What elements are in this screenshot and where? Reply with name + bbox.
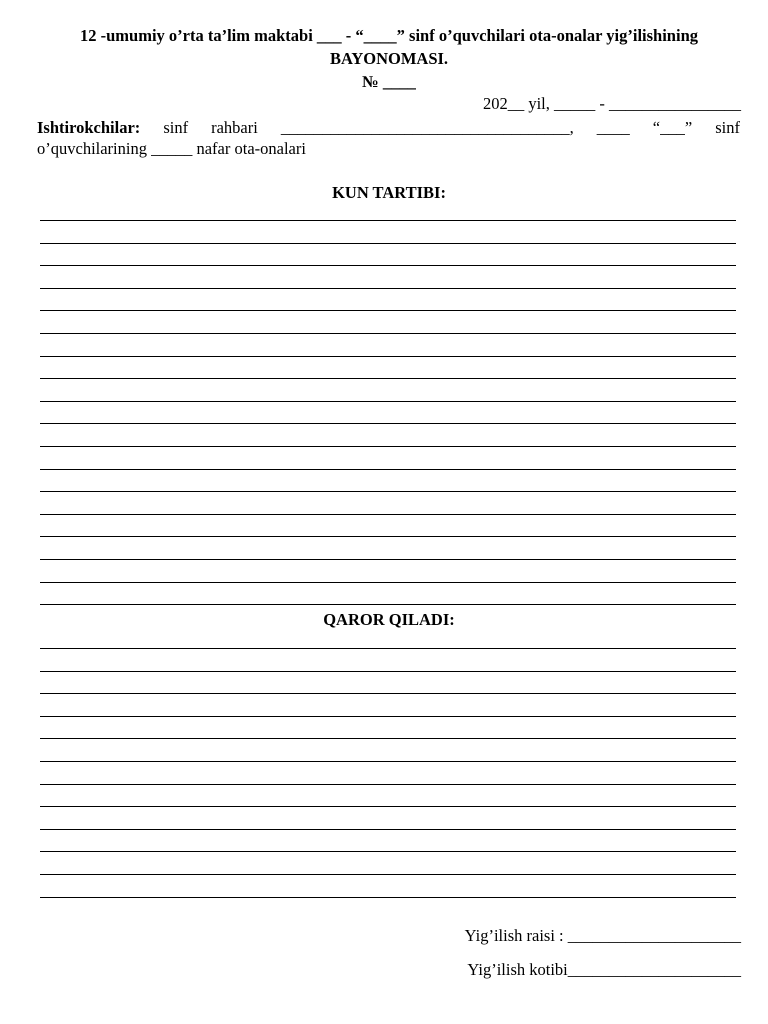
decision-writing-line [40, 693, 736, 694]
agenda-heading: KUN TARTIBI: [332, 183, 446, 202]
agenda-writing-line [40, 491, 736, 492]
agenda-writing-line [40, 514, 736, 515]
decision-writing-line [40, 648, 736, 649]
agenda-writing-line [40, 333, 736, 334]
decision-writing-line [40, 897, 736, 898]
agenda-writing-line [40, 265, 736, 266]
agenda-writing-line [40, 401, 736, 402]
agenda-writing-line [40, 356, 736, 357]
agenda-writing-line [40, 559, 736, 560]
document-number: № ____ [362, 72, 416, 91]
participants-label: Ishtirokchilar: [37, 118, 141, 137]
chair-signature-line: Yig’ilish raisi : _____________________ [464, 926, 741, 945]
agenda-writing-line [40, 243, 736, 244]
participants-line-1-text: sinf rahbari ___________________________________, ____ “___” sinf [140, 118, 740, 137]
agenda-writing-line [40, 378, 736, 379]
participants-line-2: o’quvchilarining _____ nafar ota-onalari [37, 139, 306, 158]
agenda-writing-line [40, 604, 736, 605]
decision-writing-line [40, 761, 736, 762]
participants-line-1 [37, 116, 740, 139]
decision-writing-line [40, 738, 736, 739]
secretary-signature-line: Yig’ilish kotibi_____________________ [467, 960, 741, 979]
agenda-writing-line [40, 423, 736, 424]
agenda-writing-line [40, 536, 736, 537]
agenda-writing-line [40, 446, 736, 447]
document-title-line-2: BAYONOMASI. [329, 49, 449, 68]
decision-writing-line [40, 716, 736, 717]
decision-writing-line [40, 671, 736, 672]
agenda-writing-line [40, 469, 736, 470]
decision-writing-line [40, 806, 736, 807]
decision-writing-line [40, 851, 736, 852]
decision-heading: QAROR QILADI: [323, 610, 455, 629]
agenda-writing-line [40, 288, 736, 289]
agenda-writing-line [40, 220, 736, 221]
agenda-writing-line [40, 582, 736, 583]
decision-writing-line [40, 874, 736, 875]
decision-writing-line [40, 784, 736, 785]
agenda-writing-line [40, 310, 736, 311]
decision-writing-line [40, 829, 736, 830]
date-line: 202__ yil, _____ - ________________ [482, 94, 741, 113]
document-title-line-1: 12 -umumiy o’rta ta’lim maktabi ___ - “____” sinf o’quvchilari ota-onalar yig’ilishining [79, 26, 698, 45]
